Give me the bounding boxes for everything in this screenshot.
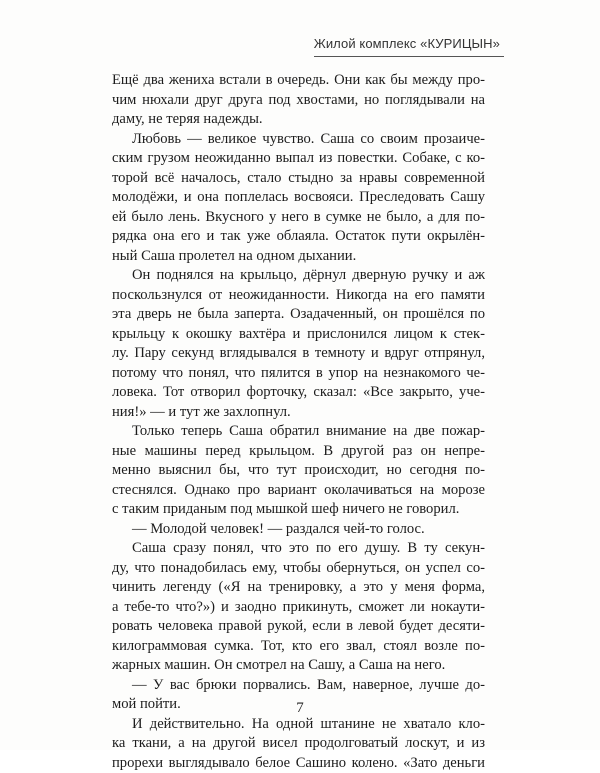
text-line: И действительно. На одной штанине не хватало кло- [112, 715, 485, 735]
text-line: эта дверь не была заперта. Озадаченный, он прошёлся по [112, 305, 485, 325]
text-line: — Молодой человек! — раздался чей-то голос. [112, 520, 485, 540]
text-line: Только теперь Саша обратил внимание на две пожар- [112, 422, 485, 442]
text-line: поскользнулся от неожиданности. Никогда на его памяти [112, 286, 485, 306]
header-rule [314, 56, 504, 57]
text-line: чим нюхали друг друга под хвостами, но поглядывали на [112, 91, 485, 111]
text-line: ду, что понадобилась ему, чтобы обернуться, он успел со- [112, 559, 485, 579]
text-line: молодёжи, и она поплелась восвояси. Преследовать Сашу [112, 188, 485, 208]
text-line: лу. Пару секунд вглядывался в темноту и вдруг отпрянул, [112, 344, 485, 364]
text-line: стеснялся. Однако про вариант околачиваться на морозе [112, 481, 485, 501]
text-line: потому что понял, что пялится в упор на незнакомого че- [112, 364, 485, 384]
text-line: а тебе-то что?») и заодно прикинуть, сможет ли нокаути- [112, 598, 485, 618]
text-line: Ещё два жениха встали в очередь. Они как бы между про- [112, 71, 485, 91]
text-line: ный Саша пролетел на одном дыхании. [112, 247, 485, 267]
running-header: Жилой комплекс «КУРИЦЫН» [314, 36, 500, 51]
body-text [112, 71, 485, 773]
text-line: торой всё началось, стало стыдно за нравы современной [112, 169, 485, 189]
text-line: менно выяснил бы, что тут происходит, но сегодня по- [112, 461, 485, 481]
text-line: с таким приданым под мышкой шеф ничего не говорил. [112, 500, 485, 520]
text-line: Саша сразу понял, что это по его душу. В ту секун- [112, 539, 485, 559]
text-line: жарных машин. Он смотрел на Сашу, а Саша на него. [112, 656, 485, 676]
text-line: Любовь — великое чувство. Саша со своим прозаиче- [112, 130, 485, 150]
text-line: килограммовая сумка. Тот, кто его звал, стоял возле по- [112, 637, 485, 657]
text-line: крыльцу к окошку вахтёра и прислонился лицом к стек- [112, 325, 485, 345]
text-line: ским грузом неожиданно выпал из повестки. Собаке, с ко- [112, 149, 485, 169]
text-line: даму, не теряя надежды. [112, 110, 485, 130]
page-number: 7 [0, 700, 600, 717]
text-line: ния!» — и тут же захлопнул. [112, 403, 485, 423]
text-line: Он поднялся на крыльцо, дёрнул дверную ручку и аж [112, 266, 485, 286]
text-line: ные машины перед крыльцом. В другой раз он непре- [112, 442, 485, 462]
text-line: рядка она его и так уже облаяла. Остаток пути окрылён- [112, 227, 485, 247]
text-line: ровать человека правой рукой, если в левой будет десяти- [112, 617, 485, 637]
text-line: — У вас брюки порвались. Вам, наверное, лучше до- [112, 676, 485, 696]
text-line: ка ткани, а на другой висел продолговатый лоскут, и из [112, 734, 485, 754]
text-line: ей было лень. Вкусного у него в сумке не было, а для по- [112, 208, 485, 228]
text-line: прорехи выглядывало белое Сашино колено. «Зато деньги [112, 754, 485, 773]
text-line: ловека. Тот отворил форточку, сказал: «Все закрыто, уче- [112, 383, 485, 403]
text-line: чинить легенду («Я на тренировку, а это у меня форма, [112, 578, 485, 598]
text-line: мой пойти. [112, 695, 485, 715]
